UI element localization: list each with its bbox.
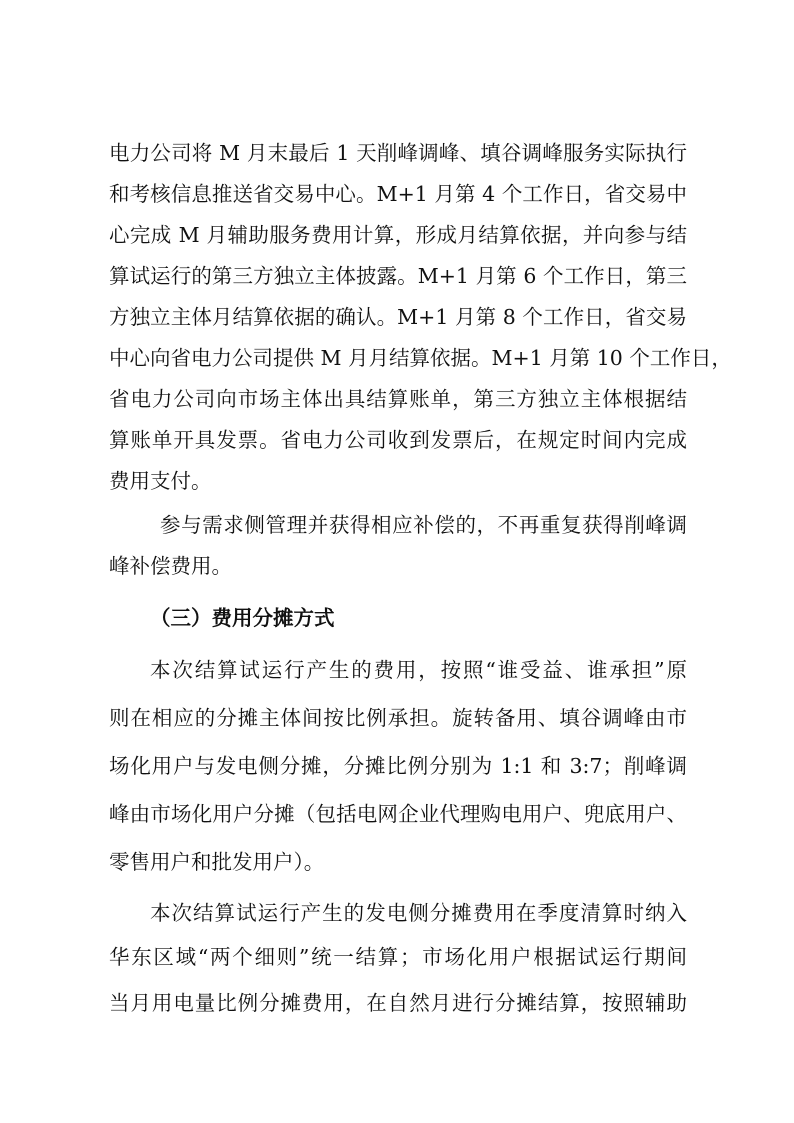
paragraph-4-line-1: 本次结算试运行产生的发电侧分摊费用在季度清算时纳入 [150,901,687,925]
paragraph-1-line-2: 和考核信息推送省交易中心。M+1 月第 4 个工作日，省交易中 [109,182,687,206]
paragraph-3-line-4: 峰由市场化用户分摊（包括电网企业代理购电用户、兜底用户、 [109,802,687,826]
paragraph-4-line-2: 华东区域“两个细则”统一结算；市场化用户根据试运行期间 [109,945,687,969]
paragraph-1-line-8: 算账单开具发票。省电力公司收到发票后，在规定时间内完成 [109,428,687,452]
paragraph-2-line-2: 峰补偿费用。 [109,554,232,578]
paragraph-1-line-3: 心完成 M 月辅助服务费用计算，形成月结算依据，并向参与结 [109,223,687,247]
paragraph-1-line-5: 方独立主体月结算依据的确认。M+1 月第 8 个工作日，省交易 [109,305,687,329]
paragraph-1-line-4: 算试运行的第三方独立主体披露。M+1 月第 6 个工作日，第三 [109,264,687,288]
paragraph-1-line-6: 中心向省电力公司提供 M 月月结算依据。M+1 月第 10 个工作日， [109,346,732,370]
paragraph-2-line-1: 参与需求侧管理并获得相应补偿的，不再重复获得削峰调 [160,513,687,537]
paragraph-3-line-1: 本次结算试运行产生的费用，按照“谁受益、谁承担”原 [150,658,687,682]
paragraph-3-line-5: 零售用户和批发用户）。 [109,850,325,874]
section-heading: （三）费用分摊方式 [150,606,335,630]
paragraph-1-line-9: 费用支付。 [109,469,212,493]
paragraph-1-line-1: 电力公司将 M 月末最后 1 天削峰调峰、填谷调峰服务实际执行 [109,141,687,165]
paragraph-1-line-7: 省电力公司向市场主体出具结算账单，第三方独立主体根据结 [109,387,687,411]
paragraph-3-line-3: 场化用户与发电侧分摊，分摊比例分别为 1:1 和 3:7；削峰调 [109,754,687,778]
paragraph-3-line-2: 则在相应的分摊主体间按比例承担。旋转备用、填谷调峰由市 [109,706,687,730]
paragraph-4-line-3: 当月用电量比例分摊费用，在自然月进行分摊结算，按照辅助 [109,991,687,1015]
